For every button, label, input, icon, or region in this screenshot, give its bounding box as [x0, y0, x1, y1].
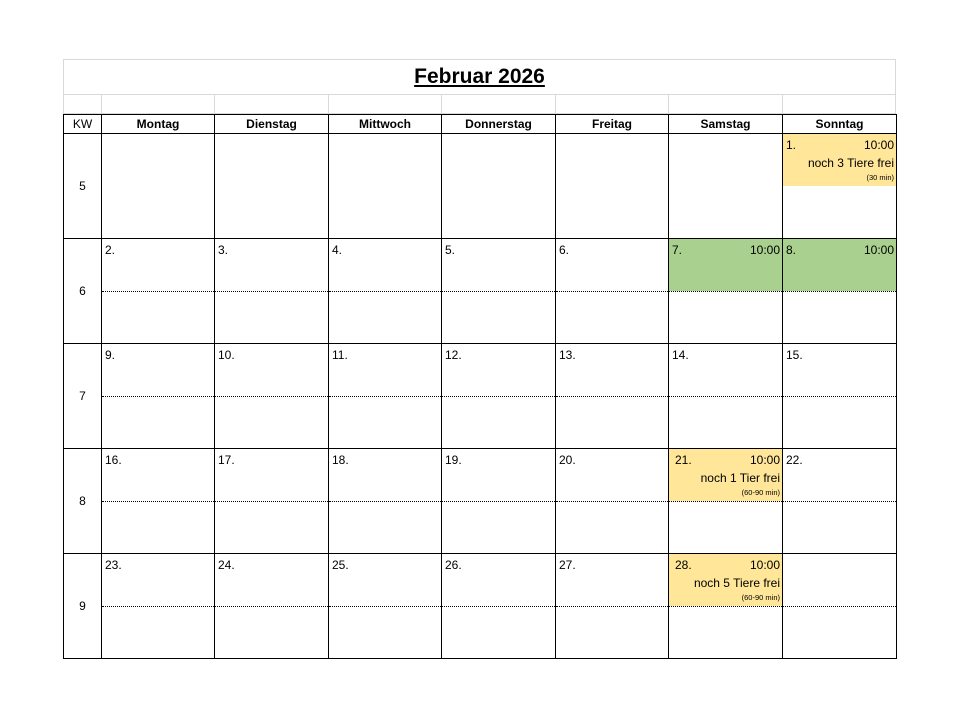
day-slot — [783, 449, 896, 502]
header-kw: KW — [64, 115, 102, 134]
day-number: 2. — [105, 243, 116, 257]
day-cell[interactable] — [556, 554, 669, 659]
event-time: 10:00 — [749, 243, 780, 257]
calendar-title — [63, 59, 896, 94]
day-slot — [442, 449, 555, 502]
day-slot — [329, 554, 441, 607]
event-availability: noch 5 Tiere frei — [693, 576, 780, 590]
day-number: 16. — [105, 453, 122, 467]
day-slot — [329, 239, 441, 292]
event-duration: (60-90 min) — [741, 593, 780, 602]
day-slot — [783, 134, 896, 186]
day-number: 21. — [675, 453, 692, 467]
event-availability: noch 3 Tiere frei — [807, 156, 894, 170]
day-cell[interactable] — [329, 134, 442, 239]
day-cell-feb-7[interactable] — [669, 239, 783, 344]
week-row — [64, 134, 897, 239]
day-slot — [442, 344, 555, 397]
day-cell[interactable] — [783, 554, 897, 659]
day-slot — [442, 239, 555, 292]
day-number: 25. — [332, 558, 349, 572]
header-thursday: Donnerstag — [442, 115, 556, 134]
day-number: 20. — [559, 453, 576, 467]
day-number: 1. — [786, 138, 797, 152]
day-cell[interactable] — [329, 554, 442, 659]
week-number: 9 — [64, 554, 102, 659]
day-slot — [215, 554, 328, 607]
day-slot — [669, 554, 782, 607]
day-number: 14. — [672, 348, 689, 362]
spacer-gridline — [214, 94, 215, 114]
day-cell[interactable] — [102, 239, 215, 344]
week-row — [64, 554, 897, 659]
day-slot — [102, 239, 214, 292]
day-cell[interactable] — [215, 239, 329, 344]
day-cell[interactable] — [329, 239, 442, 344]
day-cell[interactable] — [442, 134, 556, 239]
header-saturday: Samstag — [669, 115, 783, 134]
day-slot — [669, 239, 782, 292]
header-tuesday: Dienstag — [215, 115, 329, 134]
day-cell[interactable] — [442, 449, 556, 554]
day-number: 27. — [559, 558, 576, 572]
day-cell[interactable] — [329, 344, 442, 449]
day-cell[interactable] — [669, 344, 783, 449]
day-cell[interactable] — [442, 344, 556, 449]
day-number: 5. — [445, 243, 456, 257]
day-number: 8. — [786, 243, 797, 257]
day-cell[interactable] — [556, 239, 669, 344]
day-cell[interactable] — [102, 554, 215, 659]
day-cell[interactable] — [669, 134, 783, 239]
week-number: 6 — [64, 239, 102, 344]
day-slot — [556, 344, 668, 397]
day-slot — [102, 449, 214, 502]
day-cell[interactable] — [215, 449, 329, 554]
day-cell[interactable] — [215, 344, 329, 449]
month-title: Februar 2026 — [414, 64, 545, 88]
event-duration: (30 min) — [866, 173, 894, 182]
day-cell[interactable] — [783, 344, 897, 449]
day-slot — [556, 554, 668, 607]
day-cell[interactable] — [102, 344, 215, 449]
day-slot — [329, 344, 441, 397]
day-number: 7. — [672, 243, 683, 257]
week-number: 5 — [64, 134, 102, 239]
event-availability: noch 1 Tier frei — [700, 471, 780, 485]
event-duration: (60-90 min) — [741, 488, 780, 497]
day-cell[interactable] — [556, 134, 669, 239]
day-cell[interactable] — [102, 449, 215, 554]
day-number: 28. — [675, 558, 692, 572]
day-slot — [556, 239, 668, 292]
spacer-gridline — [782, 94, 783, 114]
day-number: 19. — [445, 453, 462, 467]
week-row — [64, 344, 897, 449]
day-slot — [783, 344, 896, 397]
spacer-gridline — [555, 94, 556, 114]
day-cell-feb-8[interactable] — [783, 239, 897, 344]
day-slot — [215, 344, 328, 397]
day-slot — [102, 344, 214, 397]
day-number: 17. — [218, 453, 235, 467]
day-slot — [783, 554, 896, 607]
day-number: 23. — [105, 558, 122, 572]
spacer-row — [63, 94, 896, 114]
day-cell[interactable] — [102, 134, 215, 239]
day-cell[interactable] — [442, 554, 556, 659]
day-number: 22. — [786, 453, 803, 467]
event-time: 10:00 — [749, 558, 780, 572]
day-cell-feb-21[interactable] — [669, 449, 783, 554]
day-number: 26. — [445, 558, 462, 572]
day-slot — [783, 239, 896, 292]
day-cell[interactable] — [442, 239, 556, 344]
day-cell[interactable] — [783, 449, 897, 554]
header-sunday: Sonntag — [783, 115, 897, 134]
week-number: 7 — [64, 344, 102, 449]
day-cell-feb-1[interactable] — [783, 134, 897, 239]
day-cell[interactable] — [556, 344, 669, 449]
spacer-gridline — [328, 94, 329, 114]
day-number: 24. — [218, 558, 235, 572]
calendar-grid — [63, 114, 897, 659]
day-number: 4. — [332, 243, 343, 257]
header-wednesday: Mittwoch — [329, 115, 442, 134]
week-row — [64, 449, 897, 554]
header-monday: Montag — [102, 115, 215, 134]
day-slot — [215, 449, 328, 502]
week-number: 8 — [64, 449, 102, 554]
day-slot — [442, 554, 555, 607]
day-number: 11. — [332, 348, 348, 362]
day-slot — [669, 449, 782, 502]
day-number: 18. — [332, 453, 349, 467]
day-cell[interactable] — [215, 134, 329, 239]
day-cell-feb-28[interactable] — [669, 554, 783, 659]
event-time: 10:00 — [863, 138, 894, 152]
day-slot — [669, 344, 782, 397]
day-number: 13. — [559, 348, 576, 362]
spacer-gridline — [441, 94, 442, 114]
day-number: 6. — [559, 243, 570, 257]
day-number: 10. — [218, 348, 235, 362]
day-number: 15. — [786, 348, 803, 362]
day-number: 12. — [445, 348, 462, 362]
day-cell[interactable] — [215, 554, 329, 659]
header-friday: Freitag — [556, 115, 669, 134]
day-slot — [102, 554, 214, 607]
day-slot — [215, 239, 328, 292]
day-cell[interactable] — [556, 449, 669, 554]
event-time: 10:00 — [863, 243, 894, 257]
day-cell[interactable] — [329, 449, 442, 554]
day-slot — [329, 449, 441, 502]
week-row — [64, 239, 897, 344]
day-number: 9. — [105, 348, 116, 362]
day-number: 3. — [218, 243, 229, 257]
spacer-gridline — [101, 94, 102, 114]
header-row — [64, 115, 897, 134]
event-time: 10:00 — [749, 453, 780, 467]
day-slot — [556, 449, 668, 502]
spacer-gridline — [668, 94, 669, 114]
